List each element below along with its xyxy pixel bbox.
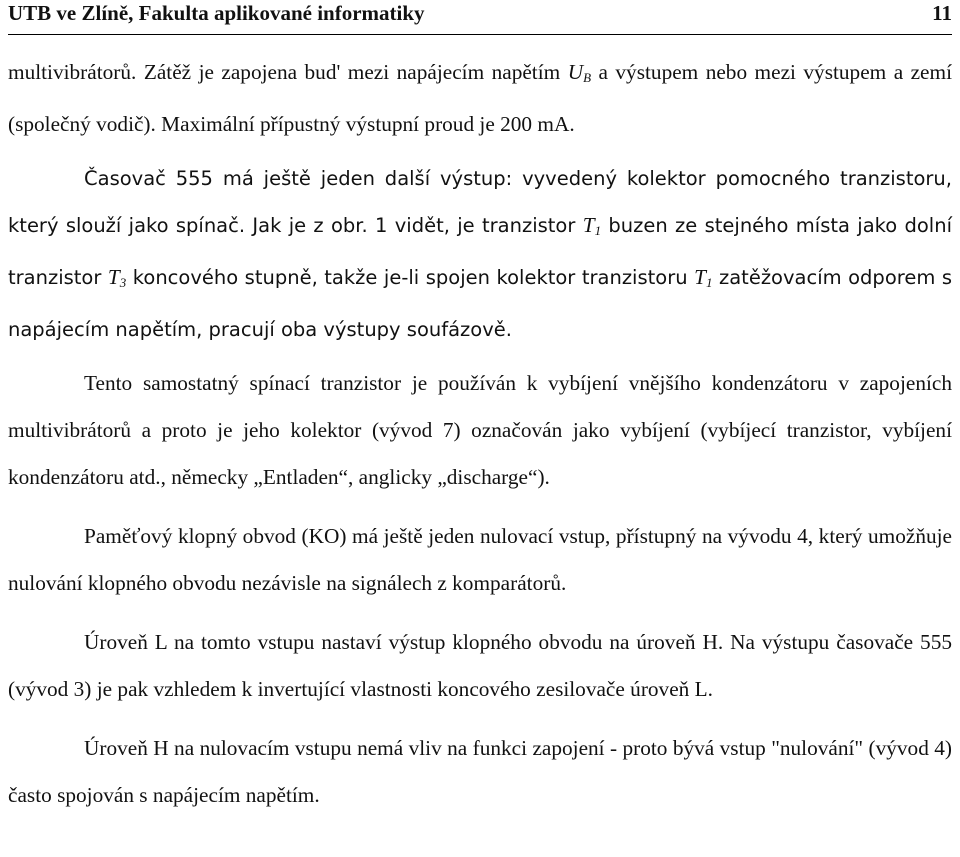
paragraph-1-text-b: a výstupem nebo mezi výstupem a zemí (společný vodič). Maximální přípustný výstupní proud je 200 mA. — [8, 60, 952, 136]
paragraph-5: Úroveň L na tomto vstupu nastaví výstup klopného obvodu na úroveň H. Na výstupu časovače 555 (vývod 3) je pak vzhledem k invertující vlastnosti koncového zesilovače úroveň L. — [8, 630, 952, 701]
paragraph-2-text-b: buzen ze stejného místa jako dolní tranzistor — [8, 214, 953, 289]
symbol-t1-second: $T_1$ — [694, 265, 713, 290]
paragraph-6: Úroveň H na nulovacím vstupu nemá vliv na funkci zapojení - proto bývá vstup "nulování" (vývod 4) často spojován s napájecím napětím. — [8, 736, 952, 807]
paragraph-3: Tento samostatný spínací tranzistor je používán k vybíjení vnějšího kondenzátoru v zapojeních multivibrátorů a proto je jeho kolektor (vývod 7) označován jako vybíjení (vybíjecí tranzistor, vybíjení kondenzátoru atd., německy „Entladen“, anglicky „discharge“). — [8, 371, 952, 489]
paragraph-2-text-c: koncového stupně, takže je-li spojen kolektor tranzistoru — [126, 266, 695, 289]
page-number: 11 — [932, 1, 952, 25]
symbol-t1: $T_1$ — [582, 213, 602, 238]
paragraph-2-text-a: Časovač 555 má ještě jeden další výstup: vyvedený kolektor pomocného tranzistoru, který slouží jako spínač. Jak je z obr. 1 vidět, je tranzistor — [8, 167, 952, 237]
paragraph-1 — [8, 49, 952, 148]
paragraph-2-text-d: zatěžovacím odporem s napájecím napětím, pracují oba výstupy soufázově. — [8, 266, 953, 341]
paragraph-4: Paměťový klopný obvod (KO) má ještě jeden nulovací vstup, přístupný na vývodu 4, který umožňuje nulování klopného obvodu nezávisle na signálech z komparátorů. — [8, 524, 952, 595]
document-body — [8, 49, 952, 819]
header-title: UTB ve Zlíně, Fakulta aplikované informatiky — [8, 1, 425, 25]
symbol-t3: $T_3$ — [107, 265, 127, 290]
paragraph-2 — [8, 155, 952, 353]
symbol-u-b: $U_B$ — [567, 60, 592, 85]
paragraph-1-text-a: multivibrátorů. Zátěž je zapojena bud' mezi napájecím napětím — [8, 60, 568, 84]
page-header — [8, 0, 952, 35]
